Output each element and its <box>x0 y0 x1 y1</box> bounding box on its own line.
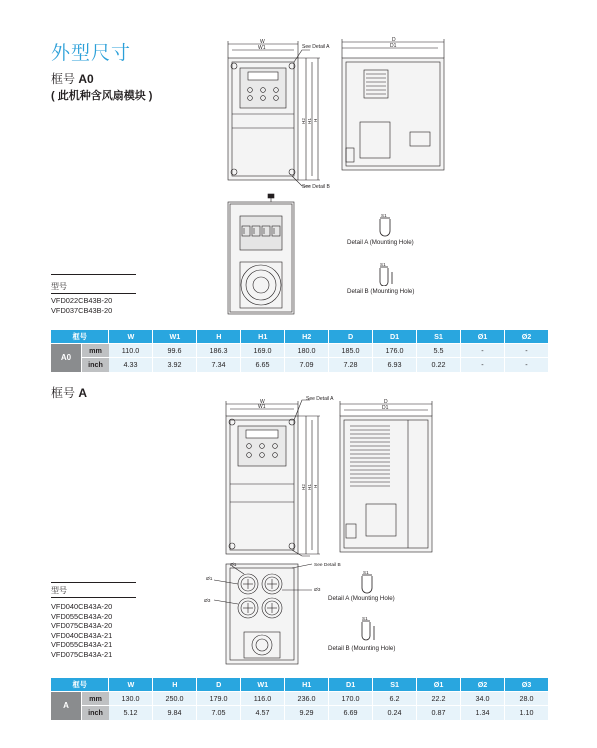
table-cell: 99.6 <box>153 344 196 357</box>
frame-a-heading-prefix: 框号 <box>51 386 79 400</box>
frame-a-bottom-view-drawing <box>200 560 350 670</box>
table-unit-cell: inch <box>82 706 109 720</box>
frame-a-table-body <box>51 692 549 720</box>
table-header: Ø1 <box>417 678 461 691</box>
table-cell: 9.84 <box>153 706 196 720</box>
table-cell: 28.0 <box>505 692 548 705</box>
frame-a0-model-list <box>51 296 112 315</box>
frame-a0-detail-a-drawing <box>376 213 394 237</box>
frame-a-dim-w1: W1 <box>258 404 266 410</box>
frame-a0-detail-b-s1: S1 <box>380 262 386 267</box>
frame-a-dim-h2: H2 <box>301 484 306 490</box>
frame-a-phi-label: Ø1 <box>206 577 213 582</box>
frame-a-detail-b-label: Detail B (Mounting Hole) <box>328 645 396 652</box>
table-cell: 170.0 <box>329 692 372 705</box>
table-cell: 0.87 <box>417 706 460 720</box>
table-cell: 7.34 <box>197 358 240 372</box>
frame-a-detail-a-label: Detail A (Mounting Hole) <box>328 595 395 602</box>
table-cell: 22.2 <box>417 692 460 705</box>
frame-a0-heading <box>51 70 94 87</box>
frame-a0-table-frame-cell: A0 <box>51 344 81 372</box>
table-header: D <box>197 678 241 691</box>
table-cell: 236.0 <box>285 692 328 705</box>
frame-a-dim-d: D <box>384 399 388 405</box>
frame-a0-detail-a-label: Detail A (Mounting Hole) <box>347 239 414 246</box>
frame-a-front-view-drawing <box>222 392 342 560</box>
table-cell: 250.0 <box>153 692 196 705</box>
frame-a-dim-w: W <box>260 399 265 405</box>
table-cell: 110.0 <box>109 344 152 357</box>
frame-a-phi-label: Ø3 <box>204 599 211 604</box>
frame-a-phi-label: Ø3 <box>314 588 321 593</box>
table-cell: 3.92 <box>153 358 196 372</box>
table-cell: 6.93 <box>373 358 416 372</box>
table-header-row <box>51 678 549 691</box>
frame-a0-side-view-drawing <box>338 36 450 176</box>
table-header: W1 <box>241 678 285 691</box>
table-cell: 1.34 <box>461 706 504 720</box>
table-header: Ø1 <box>461 330 505 343</box>
table-cell: 4.57 <box>241 706 284 720</box>
table-header: D1 <box>329 678 373 691</box>
table-header: W1 <box>153 330 197 343</box>
frame-a-detail-a-s1: S1 <box>363 570 369 575</box>
table-header: H1 <box>241 330 285 343</box>
table-cell: - <box>505 344 548 357</box>
table-header: Ø2 <box>504 330 548 343</box>
table-cell: - <box>505 358 548 372</box>
model-item: VFD040CB43A-21 <box>51 630 113 640</box>
table-header: Ø2 <box>461 678 505 691</box>
frame-a0-see-detail-a: See Detail A <box>302 44 330 50</box>
table-cell: 0.24 <box>373 706 416 720</box>
frame-a0-subtitle: ( 此机种含风扇模块 ) <box>51 90 153 102</box>
table-unit-cell: mm <box>82 692 109 705</box>
table-header: Ø3 <box>504 678 548 691</box>
table-header: W <box>109 330 153 343</box>
model-item: VFD075CB43A-21 <box>51 649 113 659</box>
table-header: D1 <box>373 330 417 343</box>
table-cell: 0.22 <box>417 358 460 372</box>
frame-a-see-detail-b: See Detail B <box>314 563 341 568</box>
model-item: VFD037CB43B-20 <box>51 305 113 315</box>
model-item: VFD075CB43A-20 <box>51 621 113 631</box>
table-header: S1 <box>373 678 417 691</box>
frame-a-heading-code: A <box>78 386 88 400</box>
frame-a-see-detail-a: See Detail A <box>306 396 334 402</box>
frame-a0-detail-a-s1: S1 <box>381 213 387 218</box>
frame-a-model-list <box>51 602 112 660</box>
frame-a-detail-b-s1: S1 <box>362 616 368 621</box>
frame-a0-model-rule-top <box>51 274 136 275</box>
frame-a-model-rule-top <box>51 582 136 583</box>
frame-a0-see-detail-b: See Detail B <box>302 184 330 190</box>
table-header: D <box>329 330 373 343</box>
table-cell: 7.28 <box>329 358 372 372</box>
table-cell: 185.0 <box>329 344 372 357</box>
table-cell: 130.0 <box>109 692 152 705</box>
table-cell: 9.29 <box>285 706 328 720</box>
table-cell: 6.65 <box>241 358 284 372</box>
table-cell: 186.3 <box>197 344 240 357</box>
table-header: H2 <box>285 330 329 343</box>
table-header: H <box>197 330 241 343</box>
table-cell: 4.33 <box>109 358 152 372</box>
frame-a-phi-label: Ø1 <box>230 563 237 568</box>
frame-a-spec-table <box>51 678 549 691</box>
table-cell: 179.0 <box>197 692 240 705</box>
model-item: VFD055CB43A-21 <box>51 640 113 650</box>
frame-a-detail-b-drawing <box>358 616 380 642</box>
table-unit-cell: mm <box>82 344 109 357</box>
frame-a0-dim-h1: H1 <box>307 118 312 124</box>
table-header: 框号 <box>51 678 109 691</box>
frame-a0-model-label: 型号 <box>51 282 67 291</box>
frame-a-side-view-drawing <box>336 396 436 556</box>
table-cell: 7.09 <box>285 358 328 372</box>
table-cell: 34.0 <box>461 692 504 705</box>
table-cell: 176.0 <box>373 344 416 357</box>
frame-a-model-label: 型号 <box>51 586 67 595</box>
table-header: H <box>153 678 197 691</box>
frame-a0-dim-d1: D1 <box>390 43 397 49</box>
frame-a0-dim-h: H <box>313 118 318 122</box>
table-cell: 116.0 <box>241 692 284 705</box>
table-unit-cell: inch <box>82 358 109 372</box>
frame-a0-dim-w1: W1 <box>258 45 266 51</box>
table-cell: 5.12 <box>109 706 152 720</box>
frame-a0-detail-b-drawing <box>376 262 398 286</box>
frame-a0-heading-prefix: 框号 <box>51 72 79 86</box>
table-cell: 6.2 <box>373 692 416 705</box>
frame-a0-dim-w: W <box>260 39 265 45</box>
table-cell: 180.0 <box>285 344 328 357</box>
table-cell: 5.5 <box>417 344 460 357</box>
table-cell: 1.10 <box>505 706 548 720</box>
frame-a0-model-rule <box>51 293 136 294</box>
frame-a-dim-h1: H1 <box>307 484 312 490</box>
frame-a0-front-view-drawing <box>222 38 337 193</box>
table-header: H1 <box>285 678 329 691</box>
frame-a0-detail-b-label: Detail B (Mounting Hole) <box>347 288 415 295</box>
table-cell: - <box>461 344 504 357</box>
model-item: VFD040CB43A-20 <box>51 602 113 611</box>
table-header-row <box>51 330 549 343</box>
frame-a0-spec-table <box>51 330 549 343</box>
table-header: 框号 <box>51 330 109 343</box>
model-item: VFD055CB43A-20 <box>51 611 113 621</box>
frame-a0-table-body <box>51 344 549 372</box>
table-header: W <box>109 678 153 691</box>
table-cell: - <box>461 358 504 372</box>
table-cell: 169.0 <box>241 344 284 357</box>
table-cell: 6.69 <box>329 706 372 720</box>
frame-a-table-values <box>110 692 549 720</box>
frame-a-model-rule <box>51 597 136 598</box>
frame-a0-bottom-view-drawing <box>222 192 302 322</box>
frame-a-table-frame-cell: A <box>51 692 81 720</box>
frame-a-dim-h: H <box>313 484 318 488</box>
frame-a-dim-d1: D1 <box>382 405 389 411</box>
table-cell: 7.05 <box>197 706 240 720</box>
table-header: S1 <box>417 330 461 343</box>
frame-a0-table-values <box>110 344 549 372</box>
frame-a0-dim-h2: H2 <box>301 118 306 124</box>
page-title: 外型尺寸 <box>51 43 132 64</box>
frame-a-heading <box>51 384 87 401</box>
frame-a0-heading-code: A0 <box>78 72 94 86</box>
model-item: VFD022CB43B-20 <box>51 296 113 305</box>
frame-a-detail-a-drawing <box>358 570 376 594</box>
frame-a0-dim-d: D <box>392 37 396 43</box>
